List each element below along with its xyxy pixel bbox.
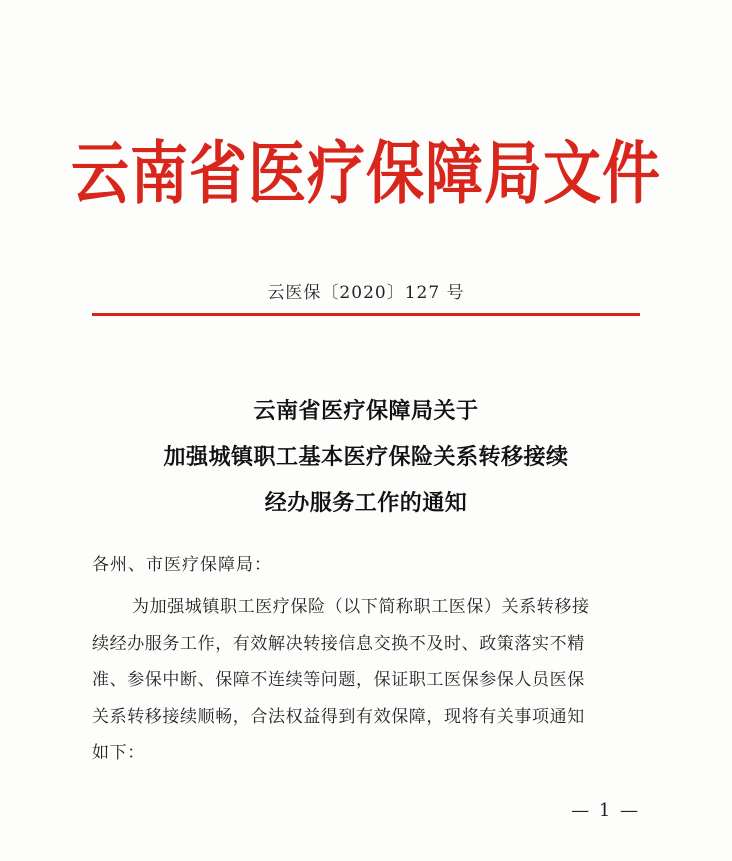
title-line: 加强城镇职工基本医疗保险关系转移接续 — [163, 444, 569, 470]
body-line: 为加强城镇职工医疗保险（以下简称职工医保）关系转移接 — [132, 597, 590, 617]
body-line: 关系转移接续顺畅，合法权益得到有效保障，现将有关事项通知 — [92, 706, 585, 727]
title-line: 云南省医疗保障局关于 — [253, 398, 479, 424]
document-number: 云医保〔2020〕127 号 — [267, 283, 465, 303]
notice-title — [0, 388, 732, 526]
page-number: — 1 — — [571, 800, 640, 821]
red-divider-rule — [92, 313, 640, 316]
body-line: 续经办服务工作，有效解决转接信息交换不及时、政策落实不精 — [92, 633, 585, 654]
salutation: 各州、市医疗保障局： — [92, 555, 272, 575]
body-line: 如下： — [92, 743, 145, 763]
title-line: 经办服务工作的通知 — [264, 490, 468, 516]
masthead-title: 云南省医疗保障局文件 — [70, 133, 661, 214]
body-paragraph — [92, 589, 644, 772]
body-line: 准、参保中断、保障不连续等问题，保证职工医保参保人员医保 — [92, 670, 585, 690]
